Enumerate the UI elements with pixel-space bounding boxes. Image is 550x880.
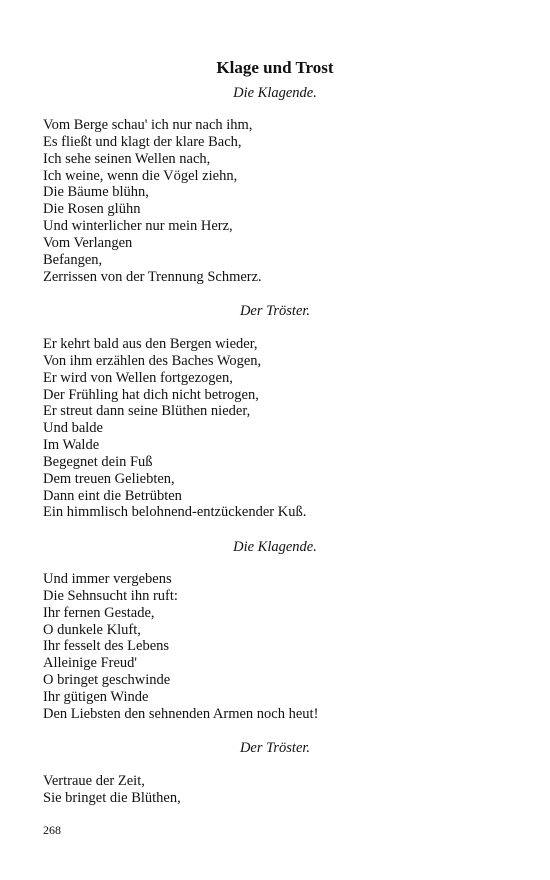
verse-line: Dann eint die Betrübten (43, 487, 182, 504)
speaker-heading: Der Tröster. (239, 303, 311, 319)
verse-line: Die Sehnsucht ihn ruft: (43, 587, 178, 604)
page-number: 268 (43, 823, 61, 837)
verse-line: Der Frühling hat dich nicht betrogen, (43, 386, 259, 403)
verse-line: Ihr fesselt des Lebens (43, 638, 170, 655)
verse-line: Ihr gütigen Winde (43, 688, 149, 705)
speaker-heading: Der Tröster. (239, 740, 311, 756)
verse-line: Die Rosen glühn (43, 201, 141, 218)
verse-line: Dem treuen Geliebten, (43, 470, 175, 487)
stanza-4 (43, 773, 523, 807)
verse-line: O bringet geschwinde (43, 672, 171, 689)
stanza-1 (43, 117, 523, 285)
verse-line: Er kehrt bald aus den Bergen wieder, (43, 336, 258, 352)
poem-title: Klage und Trost (216, 58, 334, 77)
verse-line: Im Walde (43, 437, 100, 454)
verse-line: Es fließt und klagt der klare Bach, (43, 133, 242, 150)
verse-line: Von ihm erzählen des Baches Wogen, (43, 352, 262, 369)
verse-line: Befangen, (43, 251, 103, 268)
verse-line: Ihr fernen Gestade, (43, 604, 155, 621)
speaker-heading: Die Klagende. (233, 85, 317, 101)
verse-line: Die Bäume blühn, (43, 184, 149, 201)
verse-line: Ich sehe seinen Wellen nach, (43, 150, 211, 167)
verse-line: Vom Verlangen (43, 234, 133, 251)
verse-line: Vom Berge schau' ich nur nach ihm, (43, 117, 253, 133)
verse-line: Und immer vergebens (43, 571, 172, 587)
verse-line: Und winterlicher nur mein Herz, (43, 218, 233, 235)
stanza-3 (43, 571, 523, 723)
stanza-2 (43, 336, 523, 521)
verse-line: Und balde (43, 420, 103, 437)
verse-line: Er streut dann seine Blüthen nieder, (43, 403, 251, 420)
verse-line: Ein himmlisch belohnend-entzückender Kuß. (43, 504, 307, 521)
verse-line: O dunkele Kluft, (43, 621, 141, 638)
verse-line: Ich weine, wenn die Vögel ziehn, (43, 167, 238, 184)
verse-line: Vertraue der Zeit, (43, 773, 145, 789)
verse-line: Begegnet dein Fuß (43, 453, 153, 470)
verse-line: Sie bringet die Blüthen, (43, 789, 181, 806)
speaker-heading: Die Klagende. (233, 539, 317, 555)
verse-line: Er wird von Wellen fortgezogen, (43, 369, 233, 386)
verse-line: Den Liebsten den sehnenden Armen noch heut! (43, 705, 319, 722)
verse-line: Zerrissen von der Trennung Schmerz. (43, 268, 262, 285)
verse-line: Alleinige Freud' (43, 655, 138, 672)
